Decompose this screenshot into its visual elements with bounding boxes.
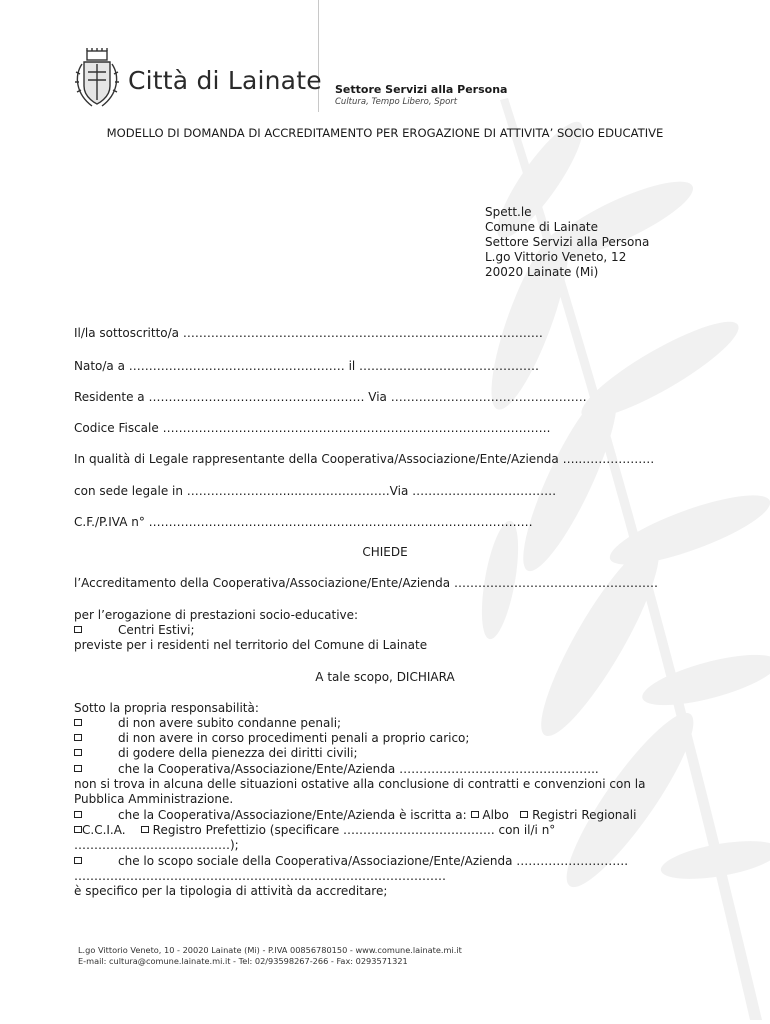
city-name-logo: Città di Lainate — [128, 66, 322, 95]
checkbox-icon — [74, 826, 82, 833]
checkbox-icon — [74, 857, 82, 864]
declaration-item — [74, 762, 599, 776]
footer-address: L.go Vittorio Veneto, 10 - 20020 Lainate (Mi) - P.IVA 00856780150 - www.comune.lainate.mi.it — [78, 945, 462, 955]
declaration-item — [74, 716, 341, 730]
option-albo: Albo — [482, 808, 509, 822]
declaration-continuation: …………………………………); — [74, 838, 239, 852]
checkbox-icon — [141, 826, 149, 833]
declaration-text: di godere della pienezza dei diritti civili; — [118, 746, 358, 760]
declaration-text: che lo scopo sociale della Cooperativa/Associazione/Ente/Azienda ………………………. — [118, 854, 629, 868]
dichiara-heading: A tale scopo, DICHIARA — [315, 670, 455, 684]
checkbox-icon — [74, 811, 82, 818]
field-residente: Residente a ……………………………………………… Via …………………………………………. — [74, 390, 587, 404]
option-registro-prefettizio: Registro Prefettizio (specificare ……………………………….. con il/i n° — [152, 823, 556, 837]
option-ccia: C.C.I.A. — [82, 823, 126, 837]
declaration-options — [74, 823, 555, 837]
field-qualita: In qualità di Legale rappresentante della Cooperativa/Associazione/Ente/Azienda …..……………… — [74, 452, 655, 466]
declaration-text: che la Cooperativa/Associazione/Ente/Azienda è iscritta a: — [118, 808, 467, 822]
recipient-line: 20020 Lainate (Mi) — [485, 265, 599, 279]
checkbox-icon — [74, 734, 82, 741]
checkbox-icon — [74, 765, 82, 772]
olive-branch-watermark — [390, 60, 770, 1020]
sector-title: Settore Servizi alla Persona — [335, 83, 508, 96]
previste-line: previste per i residenti nel territorio del Comune di Lainate — [74, 638, 428, 652]
option-registri-regionali: Registri Regionali — [532, 808, 637, 822]
field-codice-fiscale: Codice Fiscale ……………………………………………………………………………………. — [74, 421, 551, 435]
declaration-item — [74, 854, 628, 868]
field-nato: Nato/a a ……………………………………………… il ……………………………………… — [74, 359, 540, 373]
field-sede-legale: con sede legale in …………………….....………………….Via ……………………………… — [74, 484, 557, 498]
recipient-line: L.go Vittorio Veneto, 12 — [485, 250, 627, 264]
declaration-text: che la Cooperativa/Associazione/Ente/Azienda ………………………………………….. — [118, 762, 599, 776]
city-crest-icon — [74, 48, 120, 110]
checkbox-icon — [520, 811, 528, 818]
responsabilita-line: Sotto la propria responsabilità: — [74, 701, 259, 715]
checkbox-icon — [471, 811, 479, 818]
declaration-item — [74, 808, 636, 822]
declaration-text: di non avere in corso procedimenti penali a proprio carico; — [118, 731, 470, 745]
sector-subtitle: Cultura, Tempo Libero, Sport — [335, 97, 458, 107]
recipient-line: Comune di Lainate — [485, 220, 599, 234]
header-divider-line — [318, 0, 319, 112]
footer-contacts: E-mail: cultura@comune.lainate.mi.it - Tel: 02/93598267-266 - Fax: 0293571321 — [78, 956, 408, 966]
declaration-item — [74, 731, 469, 745]
recipient-line: Spett.le — [485, 205, 532, 219]
erogazione-intro: per l’erogazione di prestazioni socio-educative: — [74, 608, 359, 622]
field-cf-piva: C.F./P.IVA n° …………………………………………………………………………………… — [74, 515, 533, 529]
checkbox-label: Centri Estivi; — [118, 623, 195, 637]
checkbox-item — [74, 623, 195, 637]
declaration-continuation: è specifico per la tipologia di attività da accreditare; — [74, 884, 388, 898]
checkbox-icon — [74, 719, 82, 726]
checkbox-icon — [74, 749, 82, 756]
accreditamento-line: l’Accreditamento della Cooperativa/Associazione/Ente/Azienda …………………………………………… — [74, 576, 658, 590]
chiede-heading: CHIEDE — [362, 545, 408, 559]
field-sottoscritto: Il/la sottoscritto/a ……………………………………………………………………………… — [74, 326, 543, 340]
checkbox-icon — [74, 626, 82, 633]
declaration-continuation: ………………………………………………………………………………… — [74, 869, 446, 883]
recipient-line: Settore Servizi alla Persona — [485, 235, 650, 249]
declaration-continuation: non si trova in alcuna delle situazioni ostative alla conclusione di contratti e convenzioni con la — [74, 777, 646, 791]
document-title: MODELLO DI DOMANDA DI ACCREDITAMENTO PER EROGAZIONE DI ATTIVITA’ SOCIO EDUCATIVE — [106, 126, 664, 140]
declaration-continuation: Pubblica Amministrazione. — [74, 792, 234, 806]
declaration-text: di non avere subito condanne penali; — [118, 716, 342, 730]
declaration-item — [74, 746, 358, 760]
